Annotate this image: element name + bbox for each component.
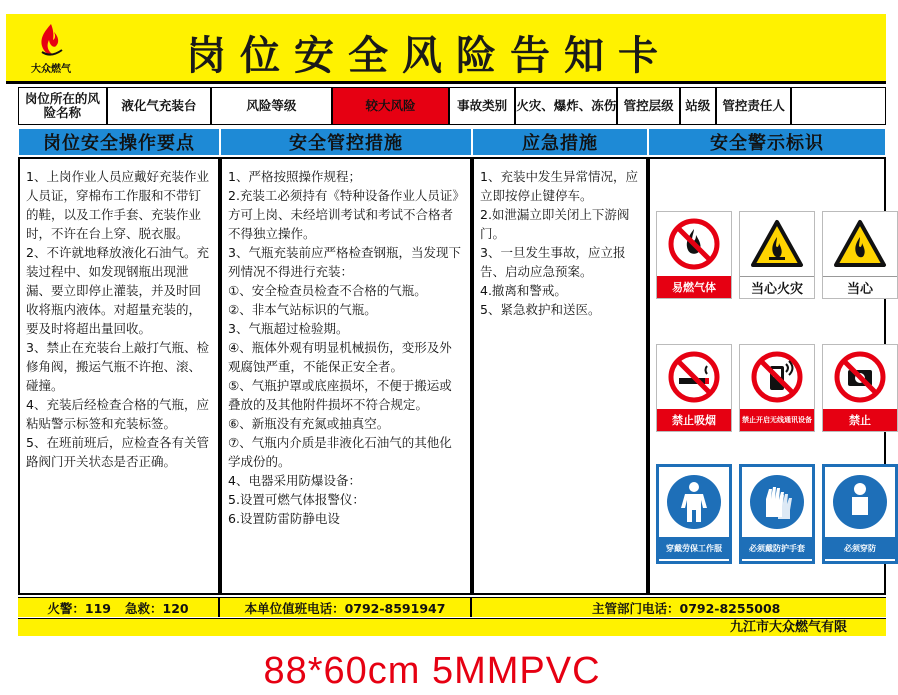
footer-contacts <box>18 597 886 617</box>
flame-logo-icon <box>34 22 68 58</box>
first-aid-number: 急救：120 <box>125 600 189 616</box>
risk-notice-board <box>6 14 876 636</box>
emergency-numbers <box>18 598 220 617</box>
page-title: 岗位安全风险告知卡 <box>186 32 672 79</box>
info-row <box>18 87 886 125</box>
sign-flammable-gas <box>656 211 732 299</box>
section-headers <box>18 128 886 156</box>
emergency-text: 1、充装中发生异常情况，应立即按停止键停车。 2.如泄漏立即关闭上下游阀门。 3、一旦发生事故，应立报告、启动应急预案。 4.撤离和警戒。 5、紧急救护和送医。 <box>480 169 638 317</box>
sign-fire-caution <box>739 211 815 299</box>
sign-no-camera <box>822 344 898 432</box>
responsible-value <box>791 87 886 125</box>
sign-label: 当心火灾 <box>740 276 814 298</box>
no-phone-icon <box>750 350 804 404</box>
sign-no-phone <box>739 344 815 432</box>
sign-label: 禁止 <box>823 409 897 431</box>
sign-label: 当心 <box>823 276 897 298</box>
brand-name: 大众燃气 <box>31 64 71 75</box>
location-value: 液化气充装台 <box>107 87 211 125</box>
footer-company-bar <box>18 618 886 636</box>
sign-caution-partial <box>822 211 898 299</box>
sign-label: 必须戴防护手套 <box>742 537 812 559</box>
control-text: 1、严格按照操作规程； 2.充装工必须持有《特种设备作业人员证》方可上岗、未经培训考试和考试不合格者不得独立操作。 3、气瓶充装前应严格检查钢瓶，当发现下列情况不得进行充装： ①、安全检查员检查不合格的气瓶。 ②、非本气站标识的气瓶。 3、气瓶超过检验期。 ④、瓶体外观有明显机械损伤，变形及外观腐蚀严重，不能保正安全者。 ⑤、气瓶护罩或底座损坏，不便于搬运或叠放的及其他附件损坏不符合规定。 ⑥、新瓶没有充氮或抽真空。 ⑦、气瓶内介质是非液化石油气的其他化学成份的。 4、电器采用防爆设备： 5.设置可燃气体报警仪： 6.设置防雷防静电设 <box>228 169 461 526</box>
fire-alarm-number: 火警：119 <box>47 600 111 616</box>
emergency-header: 应急措施 <box>472 128 648 156</box>
duty-phone: 本单位值班电话：0792-8591947 <box>220 598 472 617</box>
location-label: 岗位所在的风险名称 <box>18 87 107 125</box>
control-level-value: 站级 <box>680 87 716 125</box>
fire-warning-icon <box>750 219 804 269</box>
sign-gloves <box>739 464 815 564</box>
emergency-column <box>472 157 648 595</box>
responsible-label: 管控责任人 <box>716 87 792 125</box>
brand-logo <box>16 22 86 78</box>
control-column <box>220 157 472 595</box>
sign-label: 禁止吸烟 <box>657 409 731 431</box>
sign-label: 穿戴劳保工作服 <box>659 537 729 559</box>
header-bar <box>6 14 886 84</box>
no-smoking-icon <box>667 350 721 404</box>
gloves-icon <box>748 473 806 531</box>
sign-label: 必须穿防 <box>825 537 895 559</box>
control-level-label: 管控层级 <box>617 87 679 125</box>
operation-text: 1、上岗作业人员应戴好充装作业人员证，穿棉布工作服和不带钉的鞋，以及工作手套、充装作业时，不许在台上穿、脱衣服。 2、不许就地释放液化石油气。充装过程中、如发现钢瓶出现泄漏、要立即停止灌装，并及时回收将瓶内液体。对超量充装的，要及时将超出量回收。 3、禁止在充装台上敲打气瓶、检修角阀，搬运气瓶不许抱、滚、碰撞。 4、充装后经检查合格的气瓶，应粘贴警示标签和充装标签。 5、在班前班后，应检查各有关管路阀门开关状态是否正确。 <box>26 169 209 469</box>
mandatory-icon <box>831 473 889 531</box>
control-header: 安全管控措施 <box>220 128 472 156</box>
sign-no-smoking <box>656 344 732 432</box>
operation-column <box>18 157 220 595</box>
operation-header: 岗位安全操作要点 <box>18 128 220 156</box>
workwear-icon <box>665 473 723 531</box>
company-name: 九江市大众燃气有限 <box>730 620 848 635</box>
department-phone: 主管部门电话：0792-8255008 <box>592 600 781 616</box>
accident-type-label: 事故类别 <box>449 87 515 125</box>
no-flammable-icon <box>667 217 721 271</box>
sign-label: 禁止开启无线通讯设备 <box>740 409 814 431</box>
warning-signs-area <box>648 157 886 595</box>
fire-warning-icon <box>833 219 887 269</box>
risk-level-value: 较大风险 <box>332 87 449 125</box>
signs-header: 安全警示标识 <box>648 128 886 156</box>
sign-label: 易燃气体 <box>657 276 731 298</box>
accident-type-value: 火灾、爆炸、冻伤 <box>515 87 617 125</box>
risk-level-label: 风险等级 <box>211 87 332 125</box>
content-columns <box>18 157 886 595</box>
product-spec: 88*60cm 5MMPVC <box>263 650 601 692</box>
sign-protective-partial <box>822 464 898 564</box>
no-camera-icon <box>833 350 887 404</box>
sign-workwear <box>656 464 732 564</box>
